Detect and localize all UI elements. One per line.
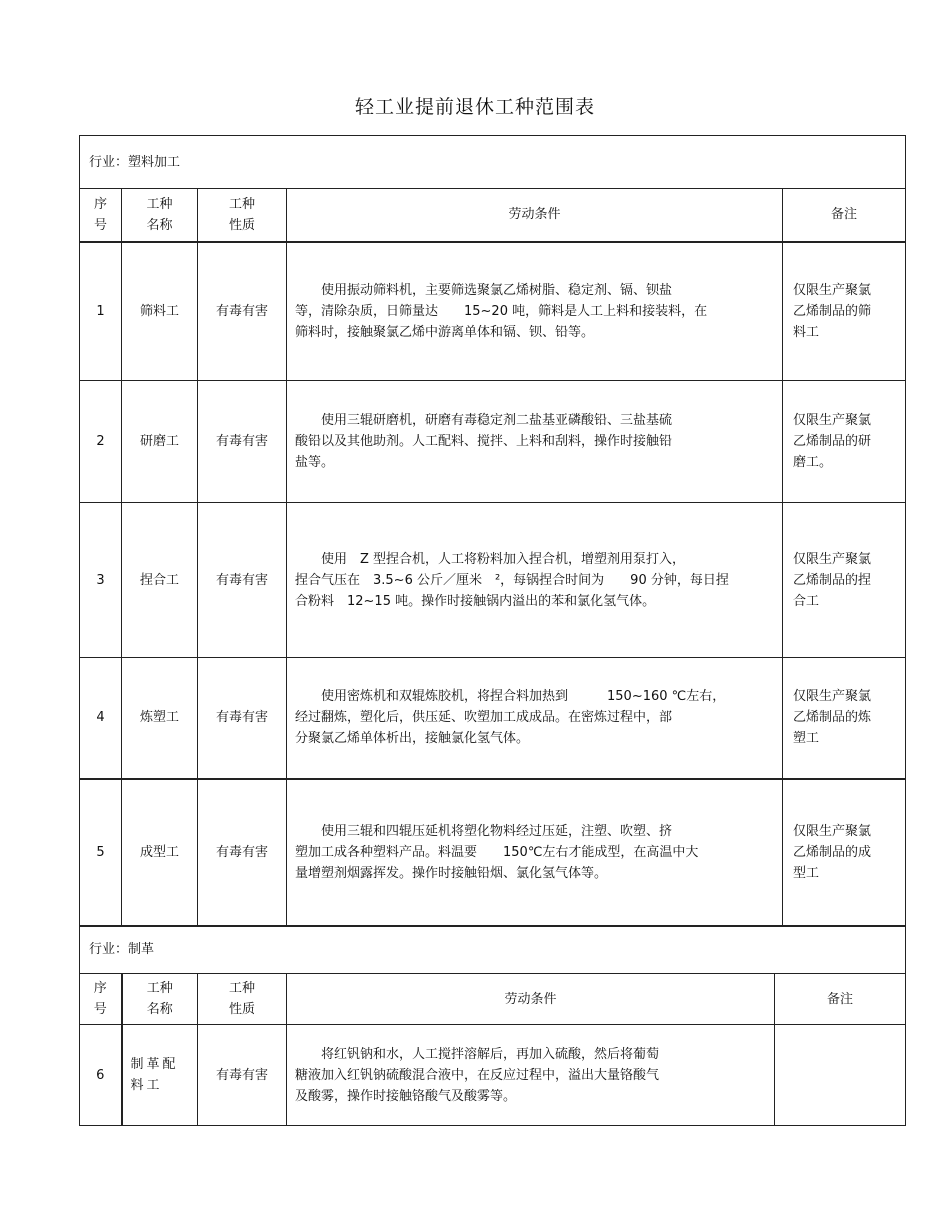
row-nature: 有毒有害 — [198, 381, 287, 503]
header-seq: 序 号 — [80, 974, 122, 1025]
industry-label: 行业：制革 — [80, 926, 906, 974]
row-note: 仅限生产聚氯 乙烯制品的炼 塑工 — [783, 658, 906, 779]
row-note: 仅限生产聚氯 乙烯制品的捏 合工 — [783, 503, 906, 658]
row-nature: 有毒有害 — [198, 242, 287, 381]
row-nature: 有毒有害 — [198, 1025, 287, 1126]
table-row — [80, 381, 906, 503]
row-conditions: 使用三辊和四辊压延机将塑化物料经过压延，注塑、吹塑、挤 塑加工成各种塑料产品。料温要 150℃左右才能成型，在高温中大 量增塑剂烟露挥发。操作时接触铅烟、氯化氢气体等。 — [287, 779, 783, 927]
row-conditions: 使用 Z 型捏合机，人工将粉料加入捏合机，增塑剂用泵打入， 捏合气压在 3.5~6 公斤／厘米 ²，每锅捏合时间为 90 分钟，每日捏 合粉料 12~15 吨。操作时接触锅内溢出的苯和氯化氢气体。 — [287, 503, 783, 658]
header-seq: 序 号 — [80, 189, 122, 242]
tannery-table — [79, 925, 906, 1126]
row-conditions: 将红钒钠和水，人工搅拌溶解后，再加入硫酸，然后将葡萄 糖液加入红钒钠硫酸混合液中，在反应过程中，溢出大量铬酸气 及酸雾，操作时接触铬酸气及酸雾等。 — [287, 1025, 775, 1126]
row-note — [775, 1025, 906, 1126]
header-nature: 工种 性质 — [198, 974, 287, 1025]
table-row — [80, 242, 906, 381]
table-row — [80, 658, 906, 779]
row-name: 炼塑工 — [122, 658, 198, 779]
row-seq: 1 — [80, 242, 122, 381]
header-note: 备注 — [783, 189, 906, 242]
row-seq: 2 — [80, 381, 122, 503]
header-conditions: 劳动条件 — [287, 974, 775, 1025]
row-nature: 有毒有害 — [198, 658, 287, 779]
header-note: 备注 — [775, 974, 906, 1025]
table-row — [80, 503, 906, 658]
row-seq: 5 — [80, 779, 122, 927]
row-conditions: 使用振动筛料机，主要筛选聚氯乙烯树脂、稳定剂、镉、钡盐 等，清除杂质，日筛量达 15~20 吨，筛料是人工上料和接装料，在 筛料时，接触聚氯乙烯中游离单体和镉、钡、铅等。 — [287, 242, 783, 381]
row-conditions: 使用三辊研磨机，研磨有毒稳定剂二盐基亚磷酸铅、三盐基硫 酸铅以及其他助剂。人工配料、搅拌、上料和刮料，操作时接触铅 盐等。 — [287, 381, 783, 503]
header-name: 工种 名称 — [122, 189, 198, 242]
industry-label: 行业：塑料加工 — [80, 136, 906, 189]
row-seq: 6 — [80, 1025, 122, 1126]
row-note: 仅限生产聚氯 乙烯制品的成 型工 — [783, 779, 906, 927]
row-name: 捏合工 — [122, 503, 198, 658]
row-note: 仅限生产聚氯 乙烯制品的研 磨工。 — [783, 381, 906, 503]
table-row — [80, 1025, 906, 1126]
header-nature: 工种 性质 — [198, 189, 287, 242]
row-name: 筛料工 — [122, 242, 198, 381]
header-conditions: 劳动条件 — [287, 189, 783, 242]
row-name: 制革配 料工 — [122, 1025, 198, 1126]
table-row — [80, 779, 906, 927]
row-conditions: 使用密炼机和双辊炼胶机，将捏合料加热到 150~160 ℃左右， 经过翻炼，塑化后，供压延、吹塑加工成成品。在密炼过程中，部 分聚氯乙烯单体析出，接触氯化氢气体。 — [287, 658, 783, 779]
plastics-table — [79, 135, 906, 927]
header-name: 工种 名称 — [122, 974, 198, 1025]
page-title: 轻工业提前退休工种范围表 — [354, 96, 595, 118]
row-name: 研磨工 — [122, 381, 198, 503]
row-nature: 有毒有害 — [198, 779, 287, 927]
row-note: 仅限生产聚氯 乙烯制品的筛 料工 — [783, 242, 906, 381]
row-nature: 有毒有害 — [198, 503, 287, 658]
row-seq: 4 — [80, 658, 122, 779]
row-name: 成型工 — [122, 779, 198, 927]
row-seq: 3 — [80, 503, 122, 658]
